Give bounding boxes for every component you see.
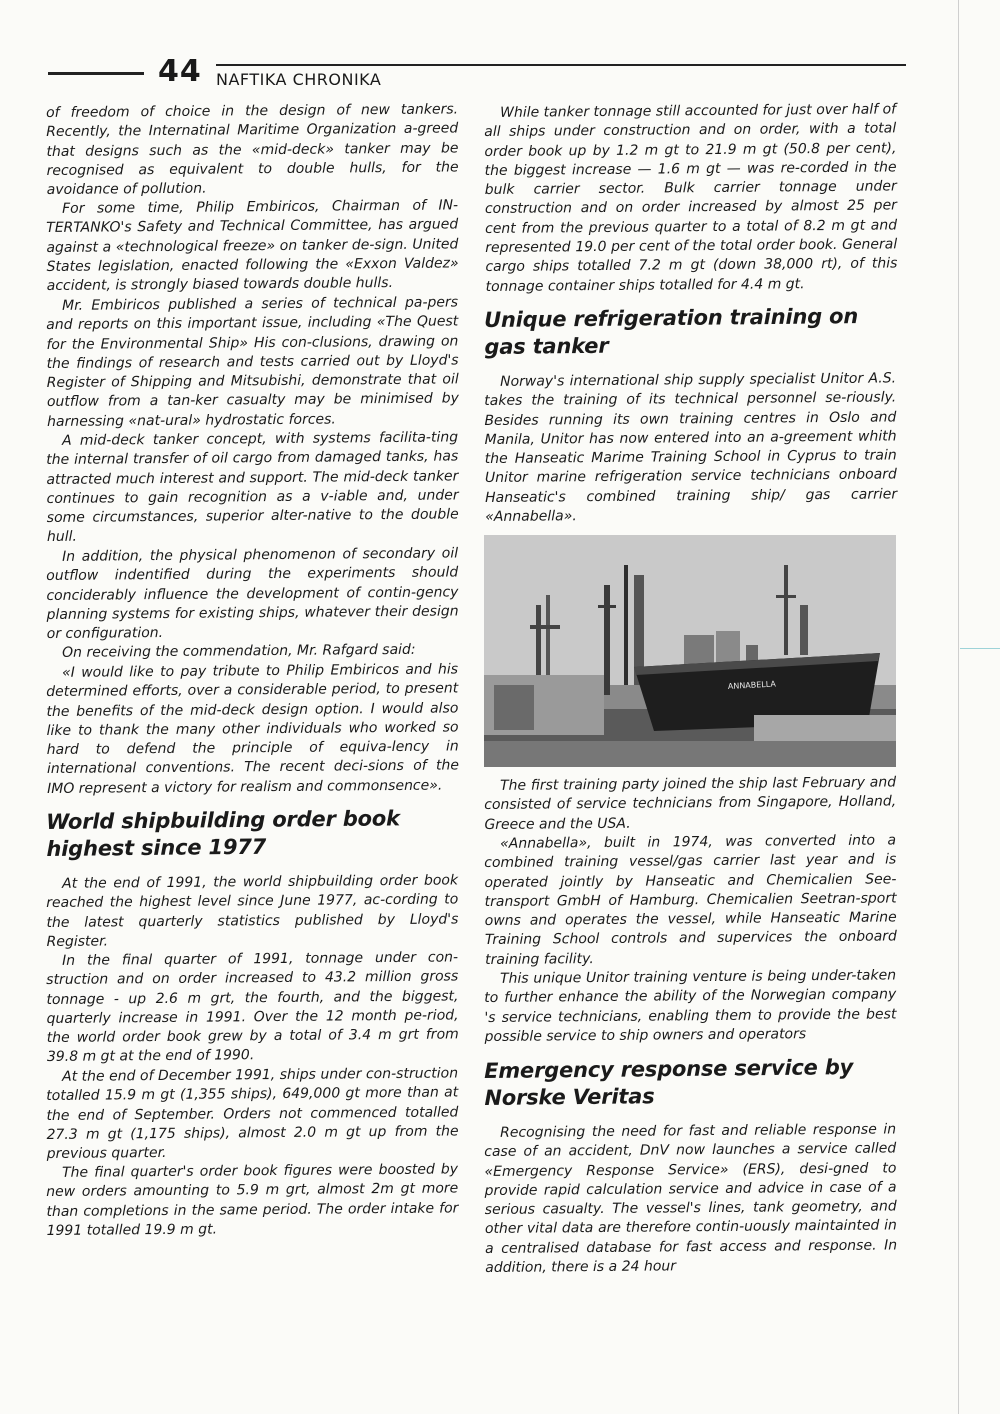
header-rule-right xyxy=(216,64,906,66)
page-header xyxy=(40,54,906,100)
ship-illustration xyxy=(484,535,896,767)
right-column xyxy=(484,101,898,1278)
article-paragraph: While tanker tonnage still accounted for just over half of all ships under construction and on order, with a total order book up by 1.2 m gt to 21.9 m gt (50.8 per cent), the biggest increase — 1.6 m gt — was re-corded in the bulk carrier sector. Bulk carrier tonnage under construction and on order increased by almost 25 per cent from the previous quarter to a total of 8.2 m gt and represented 19.0 per cent of the total order book. General cargo ships totalled 7.2 m gt (down 38,000 rt), of this tonnage container ships totalled for 4.4 m gt. xyxy=(484,101,898,295)
article-paragraph: A mid-deck tanker concept, with systems facilita-ting the internal transfer of oil cargo from damaged tanks, has attracted much interest and support. The mid-deck tanker continues to gain recognition as a v-iable and, under some circumstances, superior alter-native to the double hull. xyxy=(46,429,459,546)
magazine-title: NAFTIKA CHRONIKA xyxy=(216,70,382,89)
ship-photo xyxy=(484,535,896,767)
quote-paragraph: «I would like to pay tribute to Philip Embiricos and his determined efforts, over a considerable period, to present the benefits of the mid-deck design option. I would also like to thank the many other individuals who worked so hard to defend the principle of equiva-lency in international conventions. The recent deci-sions of the IMO represent a victory for realism and commonsence». xyxy=(46,661,459,797)
article-paragraph: The first training party joined the ship last February and consisted of service technicians from Singapore, Holland, Greece and the USA. xyxy=(484,774,897,833)
article-paragraph: Recognising the need for fast and reliable response in case of an accident, DnV now launches a service called «Emergency Response Service» (ERS), desi-gned to provide rapid calculation service and advice in case of a serious casualty. The vessel's lines, tank geometry, and other vital data are therefore contin-uously maintainted in a centralised database for fast access and response. In addition, there is a 24 hour xyxy=(484,1120,898,1276)
article-paragraph: «Annabella», built in 1974, was converted into a combined training vessel/gas carrier last year and is operated jointly by Hanseatic and Chemicalien See-transport GmbH of Hamburg. Chemicalien Seetran-sport owns and operates the vessel, while Hanseatic Marine Training School controls and supervices the onboard training facility. xyxy=(484,832,897,969)
article-paragraph: At the end of 1991, the world shipbuilding order book reached the highest level since June 1977, ac-cording to the latest quarterly statistics published by Lloyd's Register. xyxy=(46,872,459,950)
article-paragraph: of freedom of choice in the design of new tankers. Recently, the Internatinal Maritime Organization a-greed that designs such as the «mid-deck» tanker may be recognised as equivalent to double hulls, for the avoidance of pollution. xyxy=(46,101,459,199)
page-spine-line xyxy=(958,0,959,1414)
article-paragraph: On receiving the commendation, Mr. Rafgard said: xyxy=(62,642,416,662)
article-paragraph: Norway's international ship supply specialist Unitor A.S. takes the training of its technical personnel se-riously. Besides running its own training centres in Oslo and Manila, Unitor has now entered into an a-greement whith the Hanseatic Marime Training School in Cyprus to train Unitor marine refrigeration service technicians onboard Hanseatic's combined training ship/ gas carrier «Annabella». xyxy=(484,370,898,526)
article-paragraph: This unique Unitor training venture is being under-taken to further enhance the ability of the Norwegian company 's service technicians, enabling them to provide the best possible service to ship owners and operators xyxy=(484,967,897,1046)
article-paragraph: In addition, the physical phenomenon of secondary oil outflow indentified during the experiments should conciderably influence the development of contin-gency planning systems for existing ships, whatever their design or configuration. xyxy=(46,545,459,643)
header-rule-left xyxy=(48,72,144,75)
article-paragraph: In the final quarter of 1991, tonnage under con-struction and on order increased to 43.2 million gross tonnage - up 2.6 m grt, the fourth, and the biggest, quarterly increase in 1991. Over the 12 month pe-riod, the world order book grew by a total of 3.4 m grt from 39.8 m gt at the end of 1990. xyxy=(46,949,459,1066)
article-paragraph: At the end of December 1991, ships under con-struction totalled 15.9 m gt (1,355 ships), 649,000 gt more than at the end of September. Orders not commenced totalled 27.3 m gt (1,175 ships), almost 2.0 m gt up from the previous quarter. xyxy=(46,1065,459,1162)
page-number: 44 xyxy=(158,54,202,89)
section-heading-refrigeration: Unique refrigeration training on gas tanker xyxy=(484,304,859,359)
ship-hull-name: ANNABELLA xyxy=(727,679,777,692)
section-heading-shipbuilding: World shipbuilding order book highest since 1977 xyxy=(46,805,400,861)
margin-mark xyxy=(960,648,1000,649)
article-paragraph: The final quarter's order book figures were boosted by new orders amounting to 5.9 m grt, almost 2m gt more than completions in the same period. The order intake for 1991 totalled 19.9 m gt. xyxy=(46,1161,459,1240)
article-paragraph: For some time, Philip Embiricos, Chairman of IN-TERTANKO's Safety and Technical Committee, has argued against a «technological freeze» on tanker de-sign. United States legislation, enacted following the «Exxon Valdez» accident, is strongly biased towards double hulls. xyxy=(46,197,459,295)
left-column xyxy=(46,101,459,1241)
article-paragraph: Mr. Embiricos published a series of technical pa-pers and reports on this important issue, including «The Quest for the Environmental Ship» His con-clusions, drawing on the findings of research and tests carried out by Lloyd's Register of Shipping and Mitsubishi, demonstrate that oil outflow from a tan-ker casualty may be minimised by harnessing «nat-ural» hydrostatic forces. xyxy=(46,294,459,430)
section-heading-emergency: Emergency response service by Norske Veritas xyxy=(484,1054,854,1110)
